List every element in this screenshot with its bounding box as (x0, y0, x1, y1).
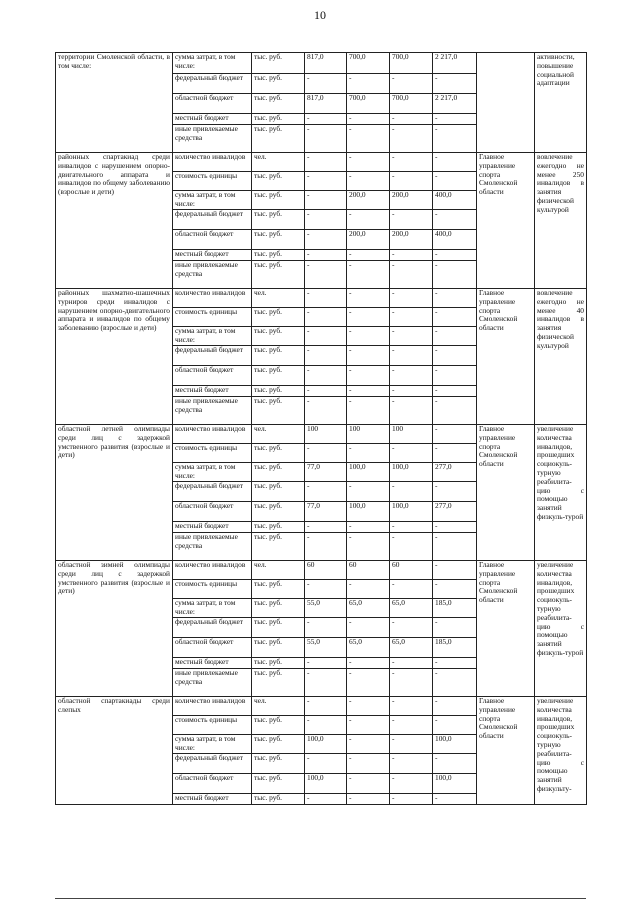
unit-cell: тыс. руб. (252, 230, 305, 250)
table-row (56, 289, 587, 308)
indicator-cell: стоимость единицы (173, 580, 252, 599)
indicator-cell: количество инвалидов (173, 425, 252, 444)
indicator-cell: количество инвалидов (173, 289, 252, 308)
total-cell: 185,0 (433, 638, 477, 658)
unit-cell: тыс. руб. (252, 74, 305, 94)
value-cell: - (390, 289, 433, 308)
indicator-cell: иные привлекаемые средства (173, 261, 252, 289)
value-cell: 55,0 (305, 638, 347, 658)
indicator-cell: иные привлекаемые средства (173, 669, 252, 697)
indicator-cell: количество инвалидов (173, 697, 252, 716)
value-cell: - (390, 697, 433, 716)
total-cell: - (433, 618, 477, 638)
value-cell: - (390, 669, 433, 697)
value-cell: - (390, 580, 433, 599)
unit-cell: тыс. руб. (252, 191, 305, 210)
value-cell: - (305, 210, 347, 230)
indicator-cell: местный бюджет (173, 250, 252, 261)
value-cell: - (305, 444, 347, 463)
unit-cell: чел. (252, 289, 305, 308)
value-cell: - (305, 153, 347, 172)
unit-cell: тыс. руб. (252, 794, 305, 805)
value-cell: - (347, 74, 390, 94)
value-cell: - (347, 669, 390, 697)
table-row (56, 53, 587, 74)
indicator-cell: стоимость единицы (173, 716, 252, 735)
value-cell: 100,0 (305, 735, 347, 754)
indicator-cell: местный бюджет (173, 658, 252, 669)
unit-cell: тыс. руб. (252, 638, 305, 658)
value-cell: 100 (390, 425, 433, 444)
value-cell: - (390, 346, 433, 366)
unit-cell: тыс. руб. (252, 172, 305, 191)
unit-cell: тыс. руб. (252, 754, 305, 774)
indicator-cell: областной бюджет (173, 230, 252, 250)
value-cell: 65,0 (347, 638, 390, 658)
indicator-cell: сумма затрат, в том числе: (173, 191, 252, 210)
indicator-cell: областной бюджет (173, 638, 252, 658)
unit-cell: тыс. руб. (252, 580, 305, 599)
unit-cell: тыс. руб. (252, 716, 305, 735)
value-cell: - (305, 618, 347, 638)
indicator-cell: местный бюджет (173, 522, 252, 533)
unit-cell: тыс. руб. (252, 261, 305, 289)
indicator-cell: сумма затрат, в том числе: (173, 53, 252, 74)
unit-cell: тыс. руб. (252, 444, 305, 463)
indicator-cell: стоимость единицы (173, 444, 252, 463)
indicator-cell: местный бюджет (173, 114, 252, 125)
unit-cell: тыс. руб. (252, 210, 305, 230)
indicator-cell: сумма затрат, в том числе: (173, 599, 252, 618)
value-cell: - (305, 114, 347, 125)
value-cell: - (347, 153, 390, 172)
total-cell: - (433, 669, 477, 697)
unit-cell: тыс. руб. (252, 463, 305, 482)
value-cell: - (390, 522, 433, 533)
indicator-cell: иные привлекаемые средства (173, 125, 252, 153)
total-cell: 400,0 (433, 230, 477, 250)
value-cell: 77,0 (305, 502, 347, 522)
value-cell: - (390, 366, 433, 386)
value-cell: 700,0 (347, 53, 390, 74)
unit-cell: тыс. руб. (252, 533, 305, 561)
total-cell: - (433, 425, 477, 444)
value-cell: - (347, 716, 390, 735)
value-cell: - (347, 482, 390, 502)
value-cell: - (305, 74, 347, 94)
total-cell: - (433, 172, 477, 191)
unit-cell: чел. (252, 697, 305, 716)
value-cell: - (390, 114, 433, 125)
value-cell: 200,0 (390, 230, 433, 250)
value-cell: - (390, 397, 433, 425)
indicator-cell: иные привлекаемые средства (173, 397, 252, 425)
total-cell: - (433, 74, 477, 94)
value-cell: 200,0 (390, 191, 433, 210)
value-cell: 700,0 (390, 94, 433, 114)
responsible-organization-cell: Главное управление спорта Смоленской области (477, 153, 535, 289)
total-cell: 100,0 (433, 735, 477, 754)
value-cell: - (347, 444, 390, 463)
total-cell: - (433, 289, 477, 308)
total-cell: - (433, 697, 477, 716)
value-cell: - (305, 125, 347, 153)
value-cell: - (390, 533, 433, 561)
value-cell: - (305, 366, 347, 386)
value-cell: - (390, 735, 433, 754)
unit-cell: тыс. руб. (252, 114, 305, 125)
value-cell: - (305, 716, 347, 735)
responsible-organization-cell (477, 53, 535, 153)
responsible-organization-cell: Главное управление спорта Смоленской области (477, 697, 535, 805)
indicator-cell: областной бюджет (173, 774, 252, 794)
value-cell: - (390, 716, 433, 735)
value-cell: - (347, 250, 390, 261)
unit-cell: тыс. руб. (252, 658, 305, 669)
value-cell: - (390, 618, 433, 638)
unit-cell: чел. (252, 561, 305, 580)
total-cell: 277,0 (433, 463, 477, 482)
table-row (56, 153, 587, 172)
unit-cell: тыс. руб. (252, 308, 305, 327)
value-cell: - (390, 308, 433, 327)
value-cell: 65,0 (390, 599, 433, 618)
value-cell: - (305, 308, 347, 327)
value-cell: 100 (305, 425, 347, 444)
indicator-cell: местный бюджет (173, 386, 252, 397)
value-cell: - (390, 125, 433, 153)
value-cell: 100 (347, 425, 390, 444)
indicator-cell: федеральный бюджет (173, 210, 252, 230)
value-cell: - (347, 210, 390, 230)
total-cell: - (433, 153, 477, 172)
value-cell: - (347, 618, 390, 638)
value-cell: - (347, 172, 390, 191)
total-cell: 400,0 (433, 191, 477, 210)
indicator-cell: областной бюджет (173, 94, 252, 114)
value-cell: 77,0 (305, 463, 347, 482)
value-cell: - (390, 444, 433, 463)
total-cell: - (433, 250, 477, 261)
value-cell: - (390, 386, 433, 397)
value-cell: - (347, 580, 390, 599)
indicator-cell: федеральный бюджет (173, 618, 252, 638)
indicator-cell: количество инвалидов (173, 561, 252, 580)
value-cell: - (305, 289, 347, 308)
total-cell: - (433, 716, 477, 735)
value-cell: - (305, 230, 347, 250)
value-cell: 60 (305, 561, 347, 580)
value-cell: - (347, 386, 390, 397)
total-cell: - (433, 327, 477, 346)
unit-cell: тыс. руб. (252, 386, 305, 397)
total-cell: - (433, 386, 477, 397)
value-cell: - (305, 261, 347, 289)
value-cell: - (305, 533, 347, 561)
indicator-cell: сумма затрат, в том числе: (173, 463, 252, 482)
value-cell: - (347, 522, 390, 533)
expected-result-cell: увеличение количества инвалидов, прошедших социокуль-турную реабилита-цию с помощью занятий физкульту- (535, 697, 587, 805)
value-cell: 60 (390, 561, 433, 580)
unit-cell: тыс. руб. (252, 669, 305, 697)
indicator-cell: иные привлекаемые средства (173, 533, 252, 561)
page-bottom-rule (55, 898, 586, 899)
unit-cell: тыс. руб. (252, 53, 305, 74)
unit-cell: тыс. руб. (252, 735, 305, 754)
value-cell: - (305, 346, 347, 366)
value-cell: - (390, 74, 433, 94)
event-name-cell: областной летней олимпиады среди лиц с задержкой умственного развития (взрослые и дети) (56, 425, 173, 561)
event-name-cell: районных шахматно-шашечных турниров среди инвалидов с нарушением опорно-двигательного аппарата и инвалидов по общему заболеванию (взрослые и дети) (56, 289, 173, 425)
value-cell: - (390, 754, 433, 774)
total-cell: 277,0 (433, 502, 477, 522)
unit-cell: чел. (252, 153, 305, 172)
expected-result-cell: увеличение количества инвалидов, прошедших социокуль-турную реабилита-цию с помощью занятий физкуль-турой (535, 425, 587, 561)
unit-cell: тыс. руб. (252, 397, 305, 425)
value-cell: - (305, 482, 347, 502)
value-cell: - (390, 172, 433, 191)
value-cell: 65,0 (347, 599, 390, 618)
event-name-cell: территории Смоленской области, в том числе: (56, 53, 173, 153)
table-body (56, 53, 587, 805)
indicator-cell: сумма затрат, в том числе: (173, 327, 252, 346)
total-cell: - (433, 658, 477, 669)
value-cell: - (347, 754, 390, 774)
responsible-organization-cell: Главное управление спорта Смоленской области (477, 561, 535, 697)
total-cell: - (433, 397, 477, 425)
unit-cell: тыс. руб. (252, 250, 305, 261)
value-cell: 817,0 (305, 53, 347, 74)
value-cell: - (347, 346, 390, 366)
event-name-cell: областной спартакиады среди слепых (56, 697, 173, 805)
value-cell: - (390, 261, 433, 289)
value-cell: - (305, 191, 347, 210)
table-row (56, 697, 587, 716)
unit-cell: тыс. руб. (252, 346, 305, 366)
table-row (56, 561, 587, 580)
unit-cell: тыс. руб. (252, 366, 305, 386)
indicator-cell: областной бюджет (173, 366, 252, 386)
responsible-organization-cell: Главное управление спорта Смоленской области (477, 425, 535, 561)
value-cell: 55,0 (305, 599, 347, 618)
value-cell: 100,0 (347, 502, 390, 522)
page-number: 10 (314, 8, 326, 22)
unit-cell: тыс. руб. (252, 327, 305, 346)
value-cell: - (347, 261, 390, 289)
unit-cell: тыс. руб. (252, 774, 305, 794)
value-cell: 100,0 (347, 463, 390, 482)
value-cell: - (305, 327, 347, 346)
total-cell: - (433, 794, 477, 805)
value-cell: 700,0 (347, 94, 390, 114)
value-cell: - (347, 697, 390, 716)
total-cell: - (433, 533, 477, 561)
program-table (55, 52, 587, 805)
value-cell: - (347, 125, 390, 153)
total-cell: - (433, 114, 477, 125)
value-cell: - (305, 658, 347, 669)
unit-cell: тыс. руб. (252, 502, 305, 522)
indicator-cell: сумма затрат, в том числе: (173, 735, 252, 754)
value-cell: - (347, 327, 390, 346)
unit-cell: чел. (252, 425, 305, 444)
value-cell: - (305, 794, 347, 805)
value-cell: - (305, 386, 347, 397)
responsible-organization-cell: Главное управление спорта Смоленской области (477, 289, 535, 425)
value-cell: - (390, 153, 433, 172)
unit-cell: тыс. руб. (252, 618, 305, 638)
event-name-cell: областной зимней олимпиады среди лиц с задержкой умственного развития (взрослые и дети) (56, 561, 173, 697)
indicator-cell: областной бюджет (173, 502, 252, 522)
unit-cell: тыс. руб. (252, 522, 305, 533)
value-cell: - (305, 754, 347, 774)
value-cell: 200,0 (347, 230, 390, 250)
value-cell: - (305, 397, 347, 425)
unit-cell: тыс. руб. (252, 94, 305, 114)
indicator-cell: федеральный бюджет (173, 754, 252, 774)
expected-result-cell: увеличение количества инвалидов, прошедших социокуль-турную реабилита-цию с помощью занятий физкуль-турой (535, 561, 587, 697)
value-cell: - (347, 397, 390, 425)
value-cell: - (347, 114, 390, 125)
value-cell: - (347, 774, 390, 794)
value-cell: 100,0 (390, 463, 433, 482)
value-cell: - (305, 522, 347, 533)
indicator-cell: федеральный бюджет (173, 346, 252, 366)
total-cell: - (433, 444, 477, 463)
value-cell: - (347, 735, 390, 754)
value-cell: - (390, 774, 433, 794)
total-cell: - (433, 210, 477, 230)
value-cell: - (347, 308, 390, 327)
unit-cell: тыс. руб. (252, 482, 305, 502)
total-cell: - (433, 308, 477, 327)
indicator-cell: федеральный бюджет (173, 74, 252, 94)
indicator-cell: количество инвалидов (173, 153, 252, 172)
total-cell: - (433, 366, 477, 386)
value-cell: 100,0 (305, 774, 347, 794)
value-cell: - (305, 669, 347, 697)
indicator-cell: федеральный бюджет (173, 482, 252, 502)
value-cell: - (390, 210, 433, 230)
indicator-cell: местный бюджет (173, 794, 252, 805)
value-cell: 60 (347, 561, 390, 580)
value-cell: - (347, 794, 390, 805)
event-name-cell: районных спартакиад среди инвалидов с нарушением опорно-двигательного аппарата и инвалидов по общему заболеванию (взрослые и дети) (56, 153, 173, 289)
value-cell: 817,0 (305, 94, 347, 114)
total-cell: 2 217,0 (433, 94, 477, 114)
value-cell: - (390, 250, 433, 261)
value-cell: 65,0 (390, 638, 433, 658)
value-cell: - (390, 658, 433, 669)
expected-result-cell: активности, повышение социальной адаптации (535, 53, 587, 153)
value-cell: - (390, 482, 433, 502)
indicator-cell: стоимость единицы (173, 172, 252, 191)
value-cell: - (390, 794, 433, 805)
value-cell: 200,0 (347, 191, 390, 210)
total-cell: - (433, 754, 477, 774)
total-cell: - (433, 561, 477, 580)
value-cell: - (347, 289, 390, 308)
total-cell: - (433, 261, 477, 289)
total-cell: - (433, 482, 477, 502)
total-cell: 100,0 (433, 774, 477, 794)
value-cell: 700,0 (390, 53, 433, 74)
value-cell: - (305, 697, 347, 716)
total-cell: - (433, 580, 477, 599)
value-cell: - (305, 580, 347, 599)
value-cell: 100,0 (390, 502, 433, 522)
value-cell: - (305, 172, 347, 191)
total-cell: 185,0 (433, 599, 477, 618)
expected-result-cell: вовлечение ежегодно не менее 250 инвалидов в занятия физической культурой (535, 153, 587, 289)
value-cell: - (347, 658, 390, 669)
unit-cell: тыс. руб. (252, 125, 305, 153)
total-cell: - (433, 346, 477, 366)
total-cell: - (433, 125, 477, 153)
indicator-cell: стоимость единицы (173, 308, 252, 327)
expected-result-cell: вовлечение ежегодно не менее 40 инвалидов в занятия физической культурой (535, 289, 587, 425)
value-cell: - (347, 366, 390, 386)
table-row (56, 425, 587, 444)
unit-cell: тыс. руб. (252, 599, 305, 618)
value-cell: - (347, 533, 390, 561)
value-cell: - (390, 327, 433, 346)
value-cell: - (305, 250, 347, 261)
total-cell: - (433, 522, 477, 533)
total-cell: 2 217,0 (433, 53, 477, 74)
